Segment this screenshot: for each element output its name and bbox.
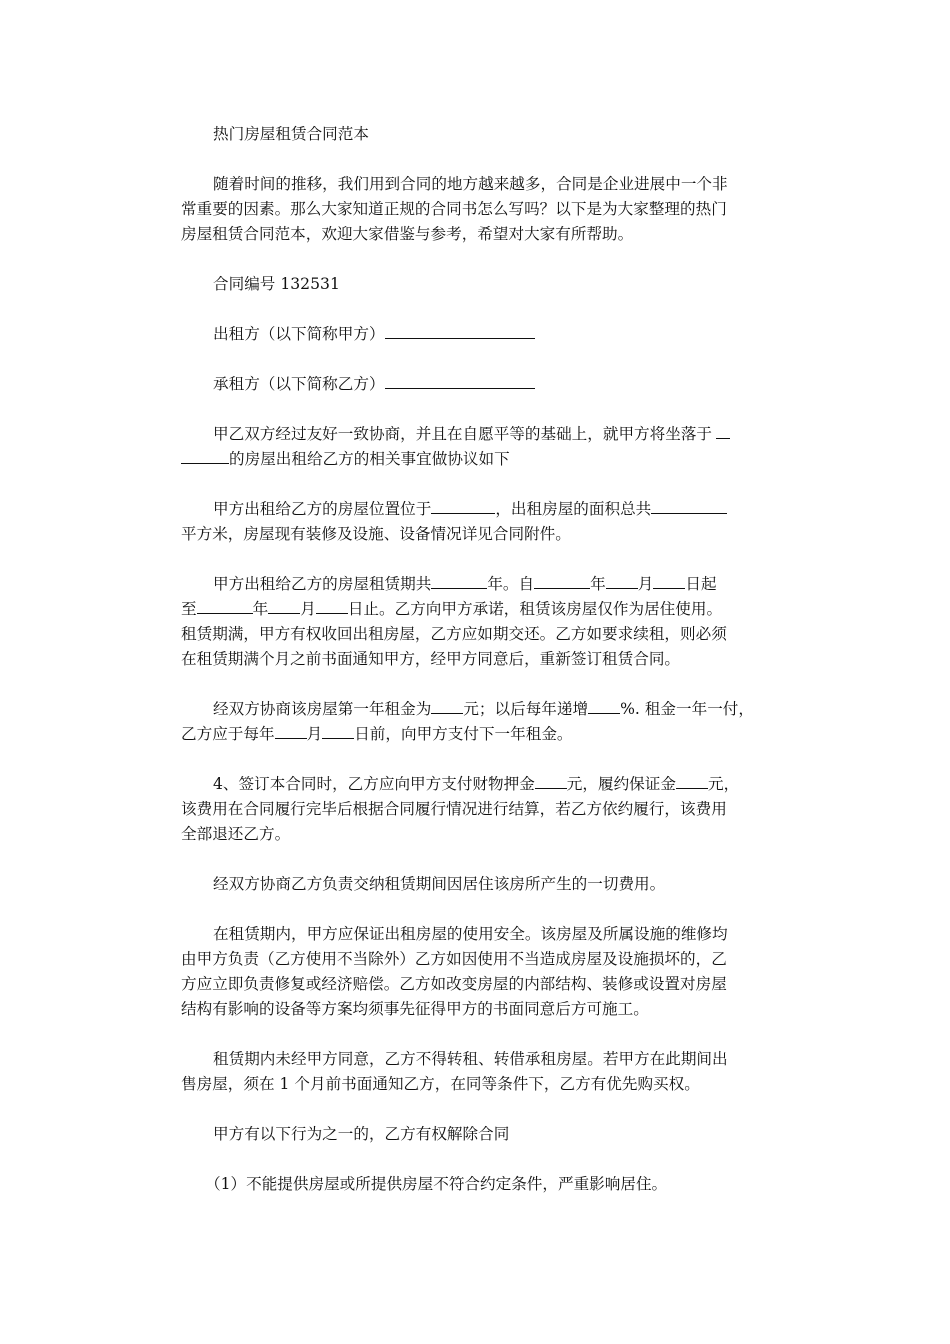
clause-deposit-line-1 (181, 772, 776, 797)
clause-location (181, 422, 776, 472)
clause-maintenance-line-4: 结构有影响的设备等方案均须事先征得甲方的书面同意后方可施工。 (181, 1000, 649, 1018)
guarantee-blank (676, 774, 708, 789)
lessee-label: 承租方（以下简称乙方） (213, 375, 385, 393)
lessee-line (181, 372, 776, 397)
deposit-text-3: 元， (707, 775, 740, 793)
document-title: 热门房屋租赁合同范本 (213, 125, 369, 143)
clause-maintenance-line-2: 由甲方负责（乙方使用不当除外）乙方如因使用不当造成房屋及设施损坏的，乙 (181, 950, 727, 968)
lessee-blank (385, 374, 535, 389)
intro-line-2: 常重要的因素。那么大家知道正规的合同书怎么写吗？以下是为大家整理的热门 (181, 200, 727, 218)
rent-text-5: 月 (306, 725, 323, 743)
rent-amount-blank (431, 699, 463, 714)
clause-deposit-line-3: 全部退还乙方。 (181, 825, 291, 843)
end-year-blank (197, 599, 253, 614)
clause-maintenance-line-1: 在租赁期内，甲方应保证出租房屋的使用安全。该房屋及所属设施的维修均 (213, 925, 728, 943)
clause-termination-item-1: （1）不能提供房屋或所提供房屋不符合约定条件，严重影响居住。 (205, 1175, 668, 1193)
term-years-blank (431, 574, 487, 589)
clause-area (181, 497, 776, 547)
rent-text-2: 元；以后每年递增 (463, 700, 589, 718)
clause-term-line-1 (181, 572, 776, 597)
start-day-blank (653, 574, 685, 589)
rent-text-3: %. 租金一年一付， (620, 700, 754, 718)
term-text-5: 日起 (685, 575, 717, 593)
clause-term (181, 572, 776, 672)
intro-paragraph (181, 172, 776, 247)
term-text-9: 日止。乙方向甲方承诺，租赁该房屋仅作为居住使用。 (347, 600, 723, 618)
area-blank (651, 499, 727, 514)
clause-area-line-2: 平方米，房屋现有装修及设施、设备情况详见合同附件。 (181, 525, 571, 543)
term-text-7: 年 (252, 600, 269, 618)
term-text-6: 至 (181, 600, 197, 618)
term-text-2: 年。自 (487, 575, 535, 593)
clause-rent (181, 697, 776, 747)
clause-location-line-2 (181, 447, 776, 472)
term-text-4: 月 (637, 575, 654, 593)
rent-text-1: 经双方协商该房屋第一年租金为 (213, 700, 432, 718)
start-month-blank (606, 574, 638, 589)
location-blank-b (181, 449, 229, 464)
rent-text-6: 日前，向甲方支付下一年租金。 (354, 725, 573, 743)
lessor-blank (385, 324, 535, 339)
term-text-8: 月 (300, 600, 316, 618)
lessor-line (181, 322, 776, 347)
position-blank (431, 499, 495, 514)
location-blank-a (716, 424, 730, 439)
clause-area-line-1 (181, 497, 776, 522)
rent-increase-blank (588, 699, 620, 714)
rent-month-blank (275, 724, 307, 739)
clause-location-line-1 (181, 422, 776, 447)
end-day-blank (316, 599, 348, 614)
clause-location-text-2: 的房屋出租给乙方的相关事宜做协议如下 (229, 450, 510, 468)
deposit-text-1: 4、签订本合同时，乙方应向甲方支付财物押金 (213, 775, 535, 793)
clause-fees: 经双方协商乙方负责交纳租赁期间因居住该房所产生的一切费用。 (213, 875, 666, 893)
clause-location-text-1: 甲乙双方经过友好一致协商，并且在自愿平等的基础上，就甲方将坐落于 (213, 425, 713, 443)
intro-line-1: 随着时间的推移，我们用到合同的地方越来越多，合同是企业进展中一个非 (213, 175, 728, 193)
clause-deposit-line-2: 该费用在合同履行完毕后根据合同履行情况进行结算，若乙方依约履行，该费用 (181, 800, 727, 818)
clause-rent-line-2 (181, 722, 776, 747)
term-text-1: 甲方出租给乙方的房屋租赁期共 (213, 575, 432, 593)
clause-rent-line-1 (181, 697, 776, 722)
deposit-text-2: 元，履约保证金 (566, 775, 676, 793)
term-text-3: 年 (590, 575, 606, 593)
clause-sublease-line-1: 租赁期内未经甲方同意，乙方不得转租、转借承租房屋。若甲方在此期间出 (213, 1050, 728, 1068)
rent-day-blank (322, 724, 354, 739)
rent-text-4: 乙方应于每年 (181, 725, 275, 743)
clause-term-line-4: 在租赁期满个月之前书面通知甲方，经甲方同意后，重新签订租赁合同。 (181, 650, 681, 668)
lessor-label: 出租方（以下简称甲方） (213, 325, 385, 343)
clause-deposit (181, 772, 776, 847)
clause-area-text-2: ，出租房屋的面积总共 (495, 500, 652, 518)
document-page (181, 122, 776, 1197)
clause-termination-heading: 甲方有以下行为之一的，乙方有权解除合同 (213, 1125, 510, 1143)
clause-sublease-line-2: 售房屋，须在 1 个月前书面通知乙方，在同等条件下，乙方有优先购买权。 (181, 1075, 700, 1093)
clause-term-line-3: 租赁期满，甲方有权收回出租房屋，乙方应如期交还。乙方如要求续租，则必须 (181, 625, 727, 643)
contract-number: 合同编号 132531 (213, 275, 340, 293)
end-month-blank (268, 599, 300, 614)
clause-term-line-2 (181, 597, 776, 622)
clause-area-text-1: 甲方出租给乙方的房屋位置位于 (213, 500, 432, 518)
clause-maintenance (181, 922, 776, 1022)
deposit-blank (535, 774, 567, 789)
start-year-blank (534, 574, 590, 589)
intro-line-3: 房屋租赁合同范本，欢迎大家借鉴与参考，希望对大家有所帮助。 (181, 225, 634, 243)
clause-maintenance-line-3: 方应立即负责修复或经济赔偿。乙方如改变房屋的内部结构、装修或设置对房屋 (181, 975, 727, 993)
clause-sublease (181, 1047, 776, 1097)
